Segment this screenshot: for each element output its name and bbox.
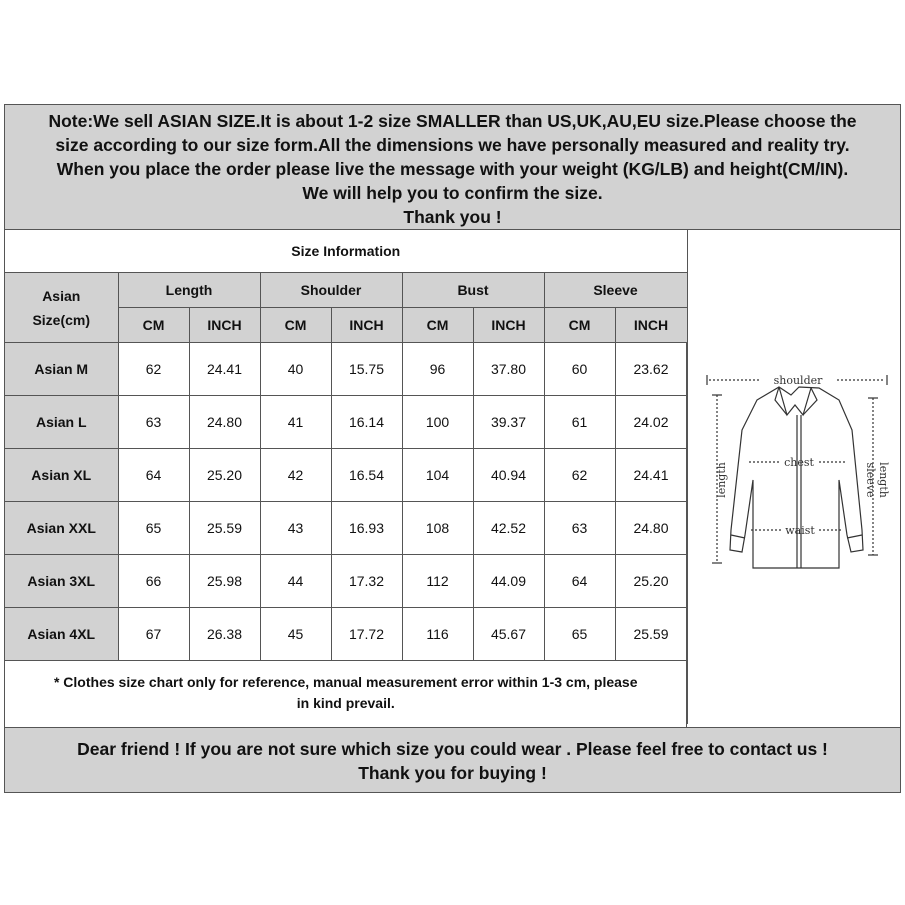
table-cell: 26.38 (189, 608, 260, 661)
bottom-line: Thank you for buying ! (358, 763, 547, 783)
unit-header: INCH (189, 308, 260, 343)
table-cell: 108 (402, 502, 473, 555)
table-cell: 25.59 (615, 608, 687, 661)
table-cell: 65 (118, 502, 189, 555)
table-cell: 43 (260, 502, 331, 555)
chest-label: chest (784, 456, 814, 469)
table-cell: 65 (544, 608, 615, 661)
table-cell: 15.75 (331, 343, 402, 396)
unit-header: INCH (473, 308, 544, 343)
bottom-line: Dear friend ! If you are not sure which size you could wear . Please feel free to contact us ! (77, 739, 828, 759)
table-cell: 17.32 (331, 555, 402, 608)
table-row (5, 555, 687, 608)
table-cell: 116 (402, 608, 473, 661)
table-cell: 96 (402, 343, 473, 396)
table-cell: 24.41 (615, 449, 687, 502)
table-cell: 25.59 (189, 502, 260, 555)
table-cell: 44.09 (473, 555, 544, 608)
table-cell: 60 (544, 343, 615, 396)
table-row (5, 396, 687, 449)
table-cell: 23.62 (615, 343, 687, 396)
table-cell: 45.67 (473, 608, 544, 661)
table-cell: 40.94 (473, 449, 544, 502)
size-label: Asian M (5, 343, 118, 396)
sleeve-label: sleeve (864, 462, 877, 498)
table-cell: 45 (260, 608, 331, 661)
size-table-area (5, 230, 687, 727)
shoulder-label: shoulder (773, 374, 823, 387)
length-label: length (715, 462, 728, 498)
sleeve-length-label: length (877, 462, 890, 498)
table-cell: 64 (544, 555, 615, 608)
table-title: Size Information (5, 230, 687, 273)
corner-header (5, 273, 118, 343)
table-cell: 25.98 (189, 555, 260, 608)
unit-header: INCH (615, 308, 687, 343)
table-row (5, 343, 687, 396)
table-cell: 37.80 (473, 343, 544, 396)
size-label: Asian 3XL (5, 555, 118, 608)
unit-header: CM (402, 308, 473, 343)
table-cell: 24.02 (615, 396, 687, 449)
unit-header: INCH (331, 308, 402, 343)
shirt-diagram-area (687, 230, 900, 727)
group-header-length: Length (118, 273, 260, 308)
footnote-line: * Clothes size chart only for reference, manual measurement error within 1-3 cm, please (53, 673, 638, 690)
unit-header: CM (544, 308, 615, 343)
table-cell: 66 (118, 555, 189, 608)
group-header-bust: Bust (402, 273, 544, 308)
table-cell: 63 (118, 396, 189, 449)
table-row (5, 502, 687, 555)
footnote-line: in kind prevail. (296, 694, 395, 711)
table-row (5, 449, 687, 502)
table-cell: 17.72 (331, 608, 402, 661)
table-cell: 62 (118, 343, 189, 396)
table-cell: 67 (118, 608, 189, 661)
corner-label-line: Size(cm) (32, 311, 91, 328)
waist-label: waist (785, 524, 815, 537)
note-line: Note:We sell ASIAN SIZE.It is about 1-2 size SMALLER than US,UK,AU,EU size.Please choose the (48, 111, 857, 131)
table-cell: 16.54 (331, 449, 402, 502)
table-cell: 24.80 (189, 396, 260, 449)
table-cell: 40 (260, 343, 331, 396)
size-label: Asian L (5, 396, 118, 449)
table-cell: 104 (402, 449, 473, 502)
note-line: size according to our size form.All the dimensions we have personally measured and reality try. (55, 135, 850, 155)
table-cell: 100 (402, 396, 473, 449)
table-cell: 44 (260, 555, 331, 608)
shirt-measurement-icon (687, 230, 900, 727)
bottom-banner (5, 727, 900, 792)
note-line: Thank you ! (403, 207, 502, 227)
table-cell: 112 (402, 555, 473, 608)
table-cell: 42.52 (473, 502, 544, 555)
table-cell: 62 (544, 449, 615, 502)
table-cell: 25.20 (189, 449, 260, 502)
table-cell: 61 (544, 396, 615, 449)
table-cell: 41 (260, 396, 331, 449)
table-cell: 16.14 (331, 396, 402, 449)
size-label: Asian XL (5, 449, 118, 502)
group-header-shoulder: Shoulder (260, 273, 402, 308)
corner-label-line: Asian (42, 287, 81, 304)
unit-header: CM (118, 308, 189, 343)
table-cell: 24.41 (189, 343, 260, 396)
table-cell: 39.37 (473, 396, 544, 449)
table-cell: 63 (544, 502, 615, 555)
size-table (5, 230, 688, 724)
table-cell: 42 (260, 449, 331, 502)
table-cell: 16.93 (331, 502, 402, 555)
unit-header: CM (260, 308, 331, 343)
table-cell: 64 (118, 449, 189, 502)
table-row (5, 608, 687, 661)
note-line: We will help you to confirm the size. (302, 183, 603, 203)
size-label: Asian 4XL (5, 608, 118, 661)
size-chart (4, 104, 901, 793)
note-banner (5, 105, 900, 230)
group-header-sleeve: Sleeve (544, 273, 687, 308)
note-line: When you place the order please live the message with your weight (KG/LB) and height(CM/IN). (56, 159, 849, 179)
table-cell: 25.20 (615, 555, 687, 608)
size-label: Asian XXL (5, 502, 118, 555)
table-cell: 24.80 (615, 502, 687, 555)
table-footnote (5, 661, 687, 725)
